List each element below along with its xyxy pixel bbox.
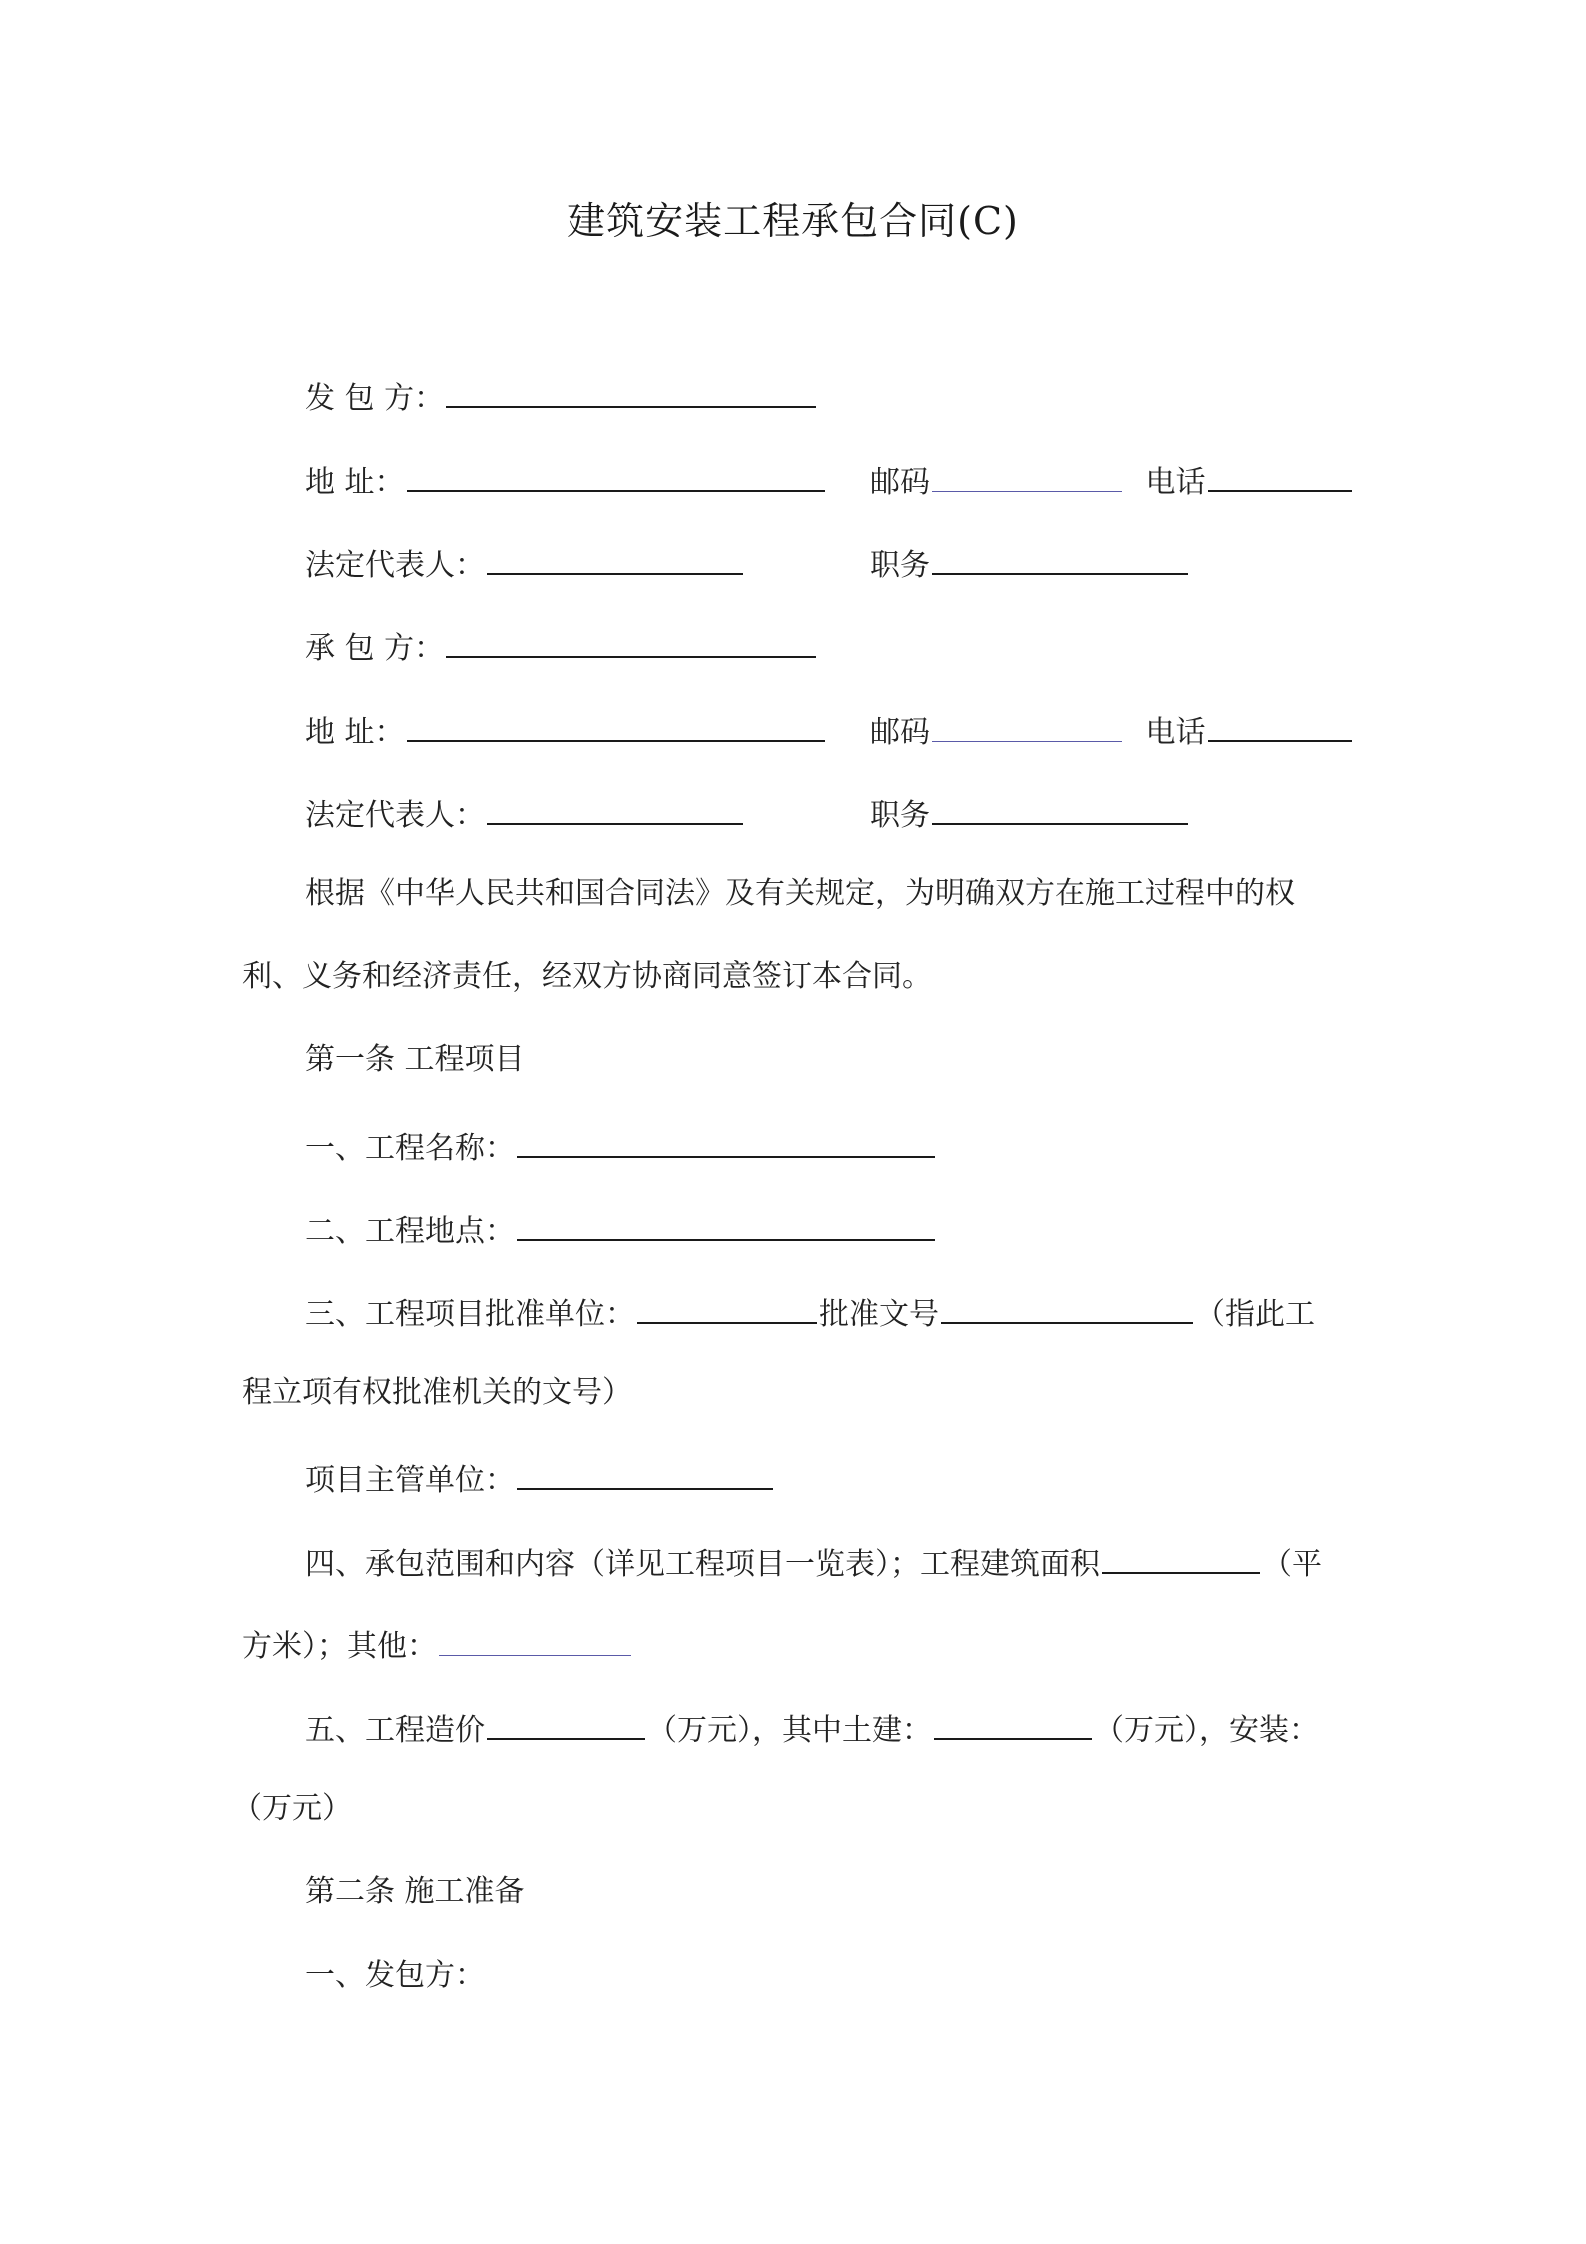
party-b-postcode-blank[interactable] xyxy=(932,711,1122,742)
approval-row xyxy=(305,1292,1315,1333)
approval-unit-blank[interactable] xyxy=(637,1292,817,1324)
party-a-legal-rep-blank[interactable] xyxy=(487,543,743,575)
project-location-label: 二、工程地点： xyxy=(305,1214,515,1249)
party-b-name-blank[interactable] xyxy=(446,626,816,658)
party-a-position-blank[interactable] xyxy=(932,543,1188,575)
party-b-legal-rep-blank[interactable] xyxy=(487,793,743,825)
total-cost-blank[interactable] xyxy=(487,1708,645,1740)
party-b-postcode-row xyxy=(870,710,1354,751)
party-b-position-row xyxy=(870,793,1190,834)
preamble-line-2: 利、义务和经济责任，经双方协商同意签订本合同。 xyxy=(242,959,932,994)
party-a-postcode-row xyxy=(870,460,1354,501)
civil-cost-blank[interactable] xyxy=(934,1708,1092,1740)
party-b-postcode-label: 邮码 xyxy=(870,715,930,750)
approval-note-line-2: 程立项有权批准机关的文号） xyxy=(242,1375,632,1410)
approval-number-blank[interactable] xyxy=(941,1292,1193,1324)
party-a-legal-rep-label: 法定代表人： xyxy=(305,548,485,583)
project-name-row xyxy=(305,1126,937,1167)
supervisor-blank[interactable] xyxy=(517,1458,773,1490)
scope-label: 四、承包范围和内容（详见工程项目一览表）；工程建筑面积 xyxy=(305,1547,1100,1582)
party-a-address-label: 地 址： xyxy=(305,465,405,500)
party-b-name-label: 承 包 方： xyxy=(305,631,445,666)
party-b-phone-blank[interactable] xyxy=(1208,710,1352,742)
party-b-legal-rep-label: 法定代表人： xyxy=(305,798,485,833)
cost-row xyxy=(305,1708,1319,1749)
scope-other-label: 方米）；其他： xyxy=(242,1629,437,1664)
employer-prep-label: 一、发包方： xyxy=(305,1958,485,1993)
party-a-position-label: 职务 xyxy=(870,548,930,583)
party-b-position-blank[interactable] xyxy=(932,793,1188,825)
party-a-phone-label: 电话 xyxy=(1145,465,1206,500)
scope-row xyxy=(305,1542,1322,1583)
project-name-label: 一、工程名称： xyxy=(305,1131,515,1166)
article-1-heading: 第一条 工程项目 xyxy=(305,1042,525,1077)
party-a-phone-blank[interactable] xyxy=(1208,460,1352,492)
supervisor-label: 项目主管单位： xyxy=(305,1463,515,1498)
party-b-name-row xyxy=(305,626,818,667)
civil-cost-label: （万元），其中土建： xyxy=(647,1713,932,1748)
project-location-blank[interactable] xyxy=(517,1209,935,1241)
party-a-position-row xyxy=(870,543,1190,584)
party-a-name-row xyxy=(305,376,818,417)
document-title: 建筑安装工程承包合同(C) xyxy=(567,199,1019,243)
party-b-position-label: 职务 xyxy=(870,798,930,833)
article-2-heading: 第二条 施工准备 xyxy=(305,1874,525,1909)
party-b-legal-rep-row xyxy=(305,793,745,834)
approval-note-start: （指此工 xyxy=(1195,1297,1315,1332)
installation-cost-label: （万元），安装： xyxy=(1094,1713,1319,1748)
party-b-address-row xyxy=(305,710,827,751)
cost-line-2: （万元） xyxy=(232,1791,352,1826)
party-b-address-label: 地 址： xyxy=(305,715,405,750)
project-name-blank[interactable] xyxy=(517,1126,935,1158)
party-b-phone-label: 电话 xyxy=(1145,715,1206,750)
project-location-row xyxy=(305,1209,937,1250)
party-a-name-blank[interactable] xyxy=(446,376,816,408)
approval-unit-label: 三、工程项目批准单位： xyxy=(305,1297,635,1332)
party-a-postcode-blank[interactable] xyxy=(932,461,1122,492)
party-b-address-blank[interactable] xyxy=(407,710,825,742)
party-a-postcode-label: 邮码 xyxy=(870,465,930,500)
party-a-address-row xyxy=(305,460,827,501)
floor-area-blank[interactable] xyxy=(1102,1542,1260,1574)
approval-number-label: 批准文号 xyxy=(819,1297,939,1332)
scope-line-2 xyxy=(242,1625,633,1665)
supervisor-row xyxy=(305,1458,775,1499)
scope-unit-start: （平 xyxy=(1262,1547,1322,1582)
preamble-line-1: 根据《中华人民共和国合同法》及有关规定，为明确双方在施工过程中的权 xyxy=(305,876,1295,911)
party-a-name-label: 发 包 方： xyxy=(305,381,445,416)
cost-label: 五、工程造价 xyxy=(305,1713,485,1748)
party-a-address-blank[interactable] xyxy=(407,460,825,492)
party-a-legal-rep-row xyxy=(305,543,745,584)
scope-other-blank[interactable] xyxy=(439,1625,631,1656)
